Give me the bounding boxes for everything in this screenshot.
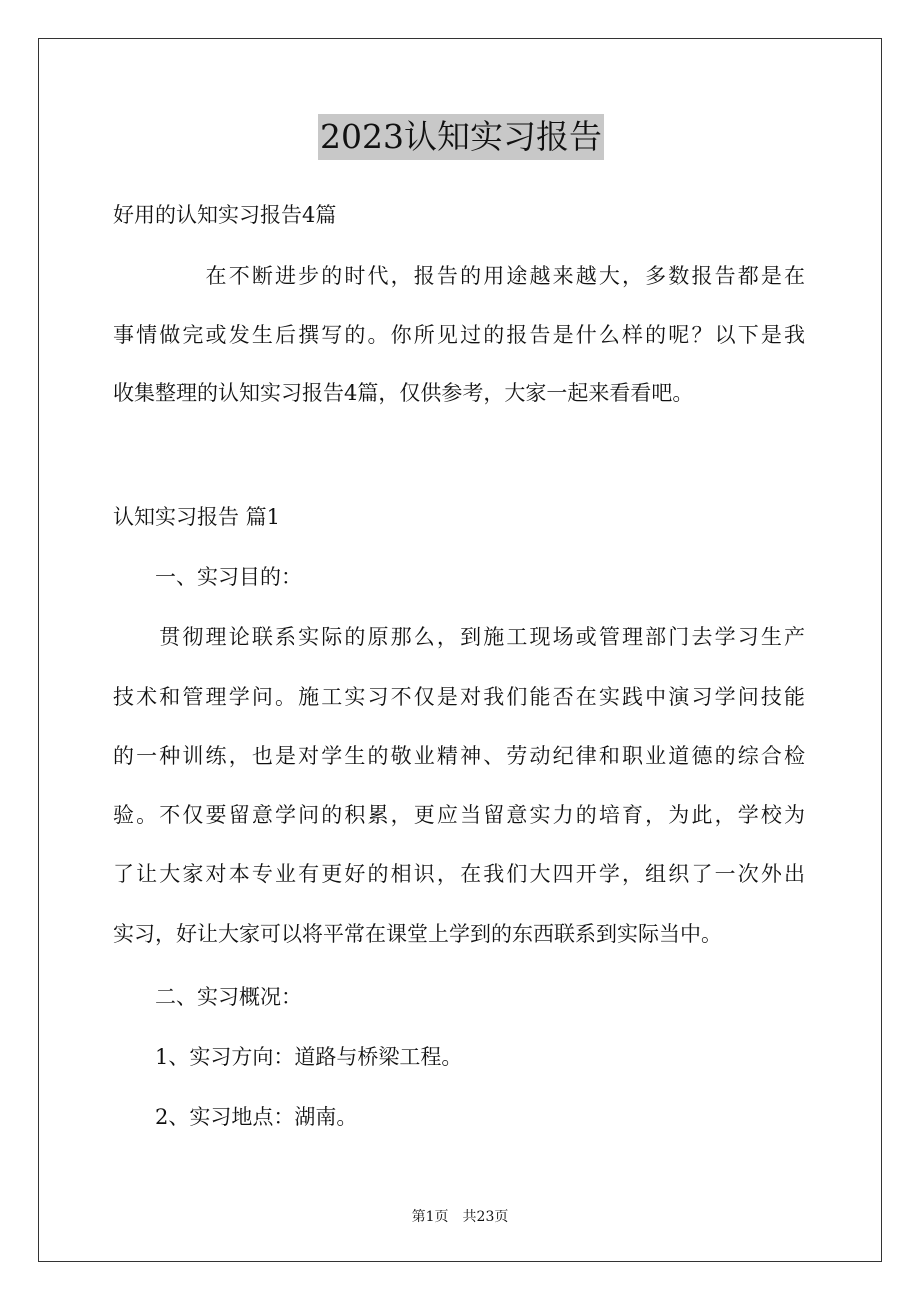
- list-item: 1、实习方向：道路与桥梁工程。: [113, 1045, 463, 1069]
- intro-line: 收集整理的认知实习报告4篇，仅供参考，大家一起来看看吧。: [113, 381, 694, 405]
- page-footer: 第1页 共23页: [411, 1209, 509, 1225]
- para-line: 验。不仅要留意学问的积累，更应当留意实力的培育，为此，学校为: [113, 803, 805, 827]
- intro-line: 事情做完或发生后撰写的。你所见过的报告是什么样的呢？以下是我: [113, 323, 805, 347]
- section-heading: 认知实习报告 篇1: [113, 505, 281, 529]
- heading-overview: 二、实习概况：: [113, 985, 302, 1009]
- subtitle: 好用的认知实习报告4篇: [113, 203, 337, 227]
- document-title: 2023认知实习报告: [318, 114, 604, 160]
- para-line: 的一种训练，也是对学生的敬业精神、劳动纪律和职业道德的综合检: [113, 744, 805, 768]
- heading-purpose: 一、实习目的：: [113, 565, 302, 589]
- list-item: 2、实习地点：湖南。: [113, 1105, 358, 1129]
- intro-line: 在不断进步的时代，报告的用途越来越大，多数报告都是在: [113, 264, 805, 288]
- para-line: 技术和管理学问。施工实习不仅是对我们能否在实践中演习学问技能: [113, 685, 805, 709]
- para-line: 实习，好让大家可以将平常在课堂上学到的东西联系到实际当中。: [113, 922, 722, 946]
- para-line: 了让大家对本专业有更好的相识，在我们大四开学，组织了一次外出: [113, 862, 805, 886]
- para-line: 贯彻理论联系实际的原那么，到施工现场或管理部门去学习生产: [113, 625, 805, 649]
